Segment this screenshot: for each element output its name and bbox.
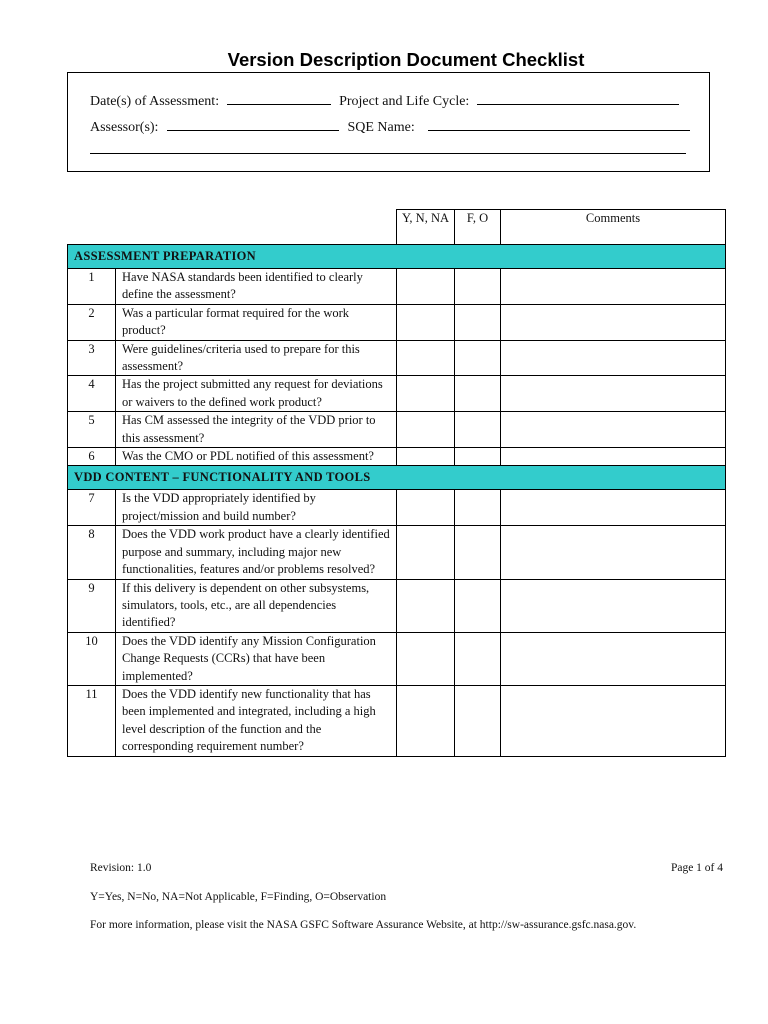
item-question: Is the VDD appropriately identified by project/mission and build number? [116,490,397,526]
table-row [68,376,726,412]
project-life-cycle-label: Project and Life Cycle: [339,94,470,109]
column-header-ynna: Y, N, NA [397,210,455,245]
fo-cell[interactable] [455,304,501,340]
comments-cell[interactable] [501,340,726,376]
table-row [68,579,726,632]
fo-cell[interactable] [455,269,501,305]
comments-cell[interactable] [501,490,726,526]
item-number: 3 [68,340,116,376]
comments-cell[interactable] [501,304,726,340]
table-row [68,526,726,579]
ynna-cell[interactable] [397,490,455,526]
section-row [68,466,726,490]
item-question: Does the VDD identify new functionality that has been implemented and integrated, including a high level description of the function and the corresponding requirement number? [116,685,397,756]
table-row [68,269,726,305]
notes-line[interactable] [90,153,686,154]
fo-cell[interactable] [455,526,501,579]
item-question: Was the CMO or PDL notified of this assessment? [116,448,397,466]
ynna-cell[interactable] [397,376,455,412]
fo-cell[interactable] [455,579,501,632]
project-life-cycle-field[interactable] [477,91,679,105]
item-number: 10 [68,632,116,685]
info-text: For more information, please visit the NASA GSFC Software Assurance Website, at http://sw-assurance.gsfc.nasa.gov. [90,919,637,931]
assessors-label: Assessor(s): [90,120,159,135]
table-row [68,340,726,376]
table-row [68,490,726,526]
ynna-cell[interactable] [397,579,455,632]
comments-cell[interactable] [501,412,726,448]
item-number: 4 [68,376,116,412]
fo-cell[interactable] [455,448,501,466]
fo-cell[interactable] [455,632,501,685]
item-number: 8 [68,526,116,579]
page-number: Page 1 of 4 [670,862,723,874]
comments-cell[interactable] [501,269,726,305]
ynna-cell[interactable] [397,269,455,305]
revision-label: Revision: 1.0 [90,862,152,874]
dates-of-assessment-label: Date(s) of Assessment: [90,94,220,109]
ynna-cell[interactable] [397,526,455,579]
ynna-cell[interactable] [397,632,455,685]
comments-cell[interactable] [501,579,726,632]
fo-cell[interactable] [455,490,501,526]
item-question: Were guidelines/criteria used to prepare for this assessment? [116,340,397,376]
item-number: 11 [68,685,116,756]
table-row [68,632,726,685]
item-number: 7 [68,490,116,526]
item-question: Have NASA standards been identified to clearly define the assessment? [116,269,397,305]
ynna-cell[interactable] [397,685,455,756]
section-row [68,245,726,269]
header-row-dates [90,91,679,110]
table-row [68,412,726,448]
item-number: 5 [68,412,116,448]
comments-cell[interactable] [501,685,726,756]
section-title: ASSESSMENT PREPARATION [68,245,726,269]
sqe-name-field[interactable] [428,117,690,131]
item-question: If this delivery is dependent on other subsystems, simulators, tools, etc., are all dependencies identified? [116,579,397,632]
checklist-table [67,209,726,757]
column-header-fo: F, O [455,210,501,245]
column-header-comments: Comments [501,210,726,245]
ynna-cell[interactable] [397,412,455,448]
header-row-assessor [90,117,690,136]
document-title: Version Description Document Checklist [227,49,585,70]
legend-text: Y=Yes, N=No, NA=Not Applicable, F=Finding, O=Observation [90,891,387,903]
item-question: Has the project submitted any request for deviations or waivers to the defined work product? [116,376,397,412]
table-row [68,685,726,756]
fo-cell[interactable] [455,412,501,448]
header-blank-cell [68,210,397,245]
item-number: 1 [68,269,116,305]
sqe-name-label: SQE Name: [347,120,415,135]
ynna-cell[interactable] [397,304,455,340]
table-header-row [68,210,726,245]
item-question: Was a particular format required for the work product? [116,304,397,340]
item-number: 9 [68,579,116,632]
dates-of-assessment-field[interactable] [227,91,331,105]
ynna-cell[interactable] [397,340,455,376]
assessment-info-box [67,72,710,172]
comments-cell[interactable] [501,448,726,466]
comments-cell[interactable] [501,526,726,579]
item-question: Has CM assessed the integrity of the VDD prior to this assessment? [116,412,397,448]
item-question: Does the VDD work product have a clearly identified purpose and summary, including major new functionalities, features and/or problems resolved? [116,526,397,579]
comments-cell[interactable] [501,376,726,412]
fo-cell[interactable] [455,685,501,756]
item-number: 2 [68,304,116,340]
fo-cell[interactable] [455,376,501,412]
section-title: VDD CONTENT – FUNCTIONALITY AND TOOLS [68,466,726,490]
assessors-field[interactable] [167,117,339,131]
comments-cell[interactable] [501,632,726,685]
item-number: 6 [68,448,116,466]
fo-cell[interactable] [455,340,501,376]
table-row [68,448,726,466]
ynna-cell[interactable] [397,448,455,466]
item-question: Does the VDD identify any Mission Configuration Change Requests (CCRs) that have been implemented? [116,632,397,685]
table-row [68,304,726,340]
